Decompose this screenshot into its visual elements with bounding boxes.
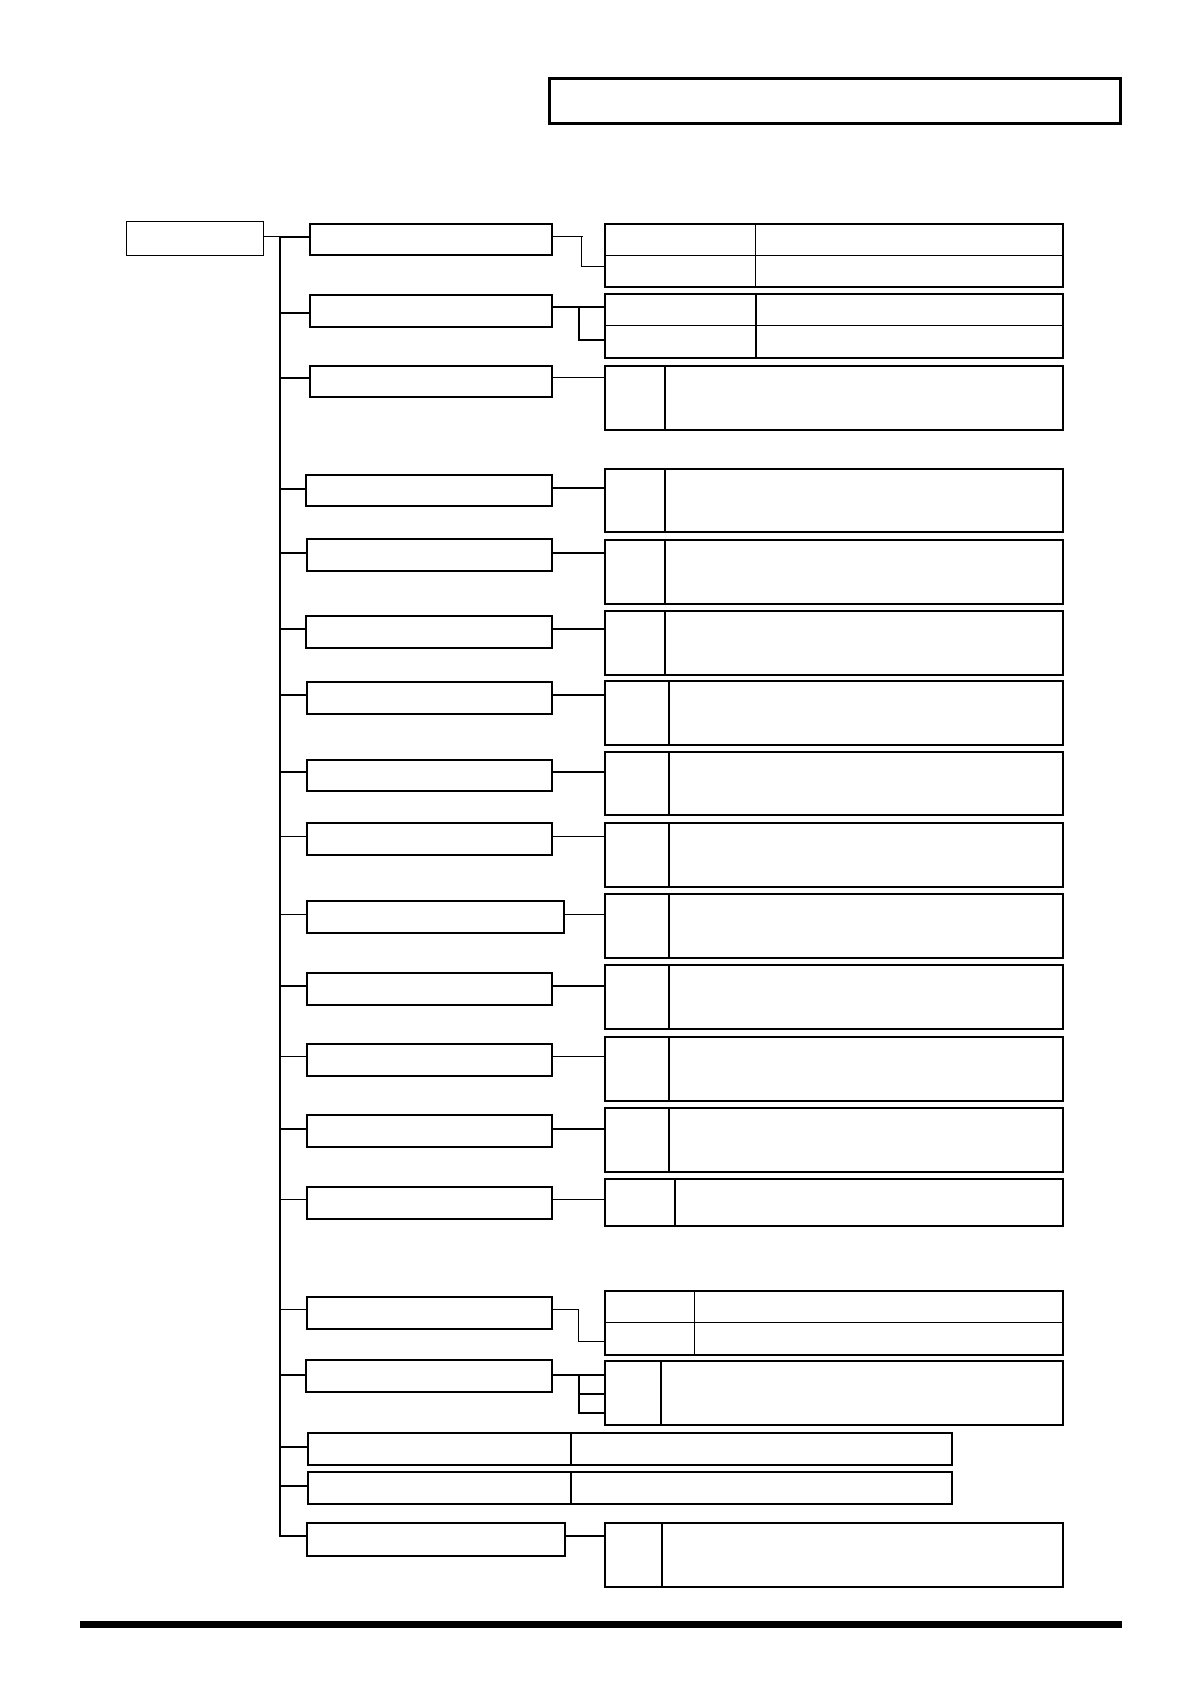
detail-divider xyxy=(664,470,666,531)
detail-divider xyxy=(674,1180,676,1225)
option-table xyxy=(604,1290,1064,1356)
table-divider xyxy=(755,295,757,357)
connector xyxy=(553,628,605,630)
root-node xyxy=(126,221,264,256)
branch-connector xyxy=(279,1485,308,1487)
connector xyxy=(553,236,583,237)
detail-box xyxy=(604,822,1064,888)
detail-divider xyxy=(664,612,666,674)
detail-box xyxy=(604,610,1064,676)
branch-connector xyxy=(279,1446,308,1448)
wide-row xyxy=(307,1471,953,1505)
detail-box xyxy=(604,365,1064,431)
branch-node xyxy=(306,1522,566,1557)
connector xyxy=(578,1309,579,1342)
branch-node xyxy=(305,1359,553,1393)
branch-node xyxy=(306,1043,553,1077)
connector xyxy=(553,1056,605,1057)
detail-divider xyxy=(668,895,670,957)
branch-connector xyxy=(279,488,305,490)
connector xyxy=(553,694,605,696)
option-table xyxy=(604,293,1064,359)
detail-divider xyxy=(668,966,670,1028)
branch-node xyxy=(306,759,553,792)
detail-box xyxy=(604,539,1064,605)
detail-divider xyxy=(668,1038,670,1100)
detail-box xyxy=(604,1178,1064,1227)
detail-divider xyxy=(661,1524,663,1586)
branch-connector xyxy=(279,377,309,379)
branch-node xyxy=(306,538,553,572)
detail-box xyxy=(604,893,1064,959)
connector xyxy=(553,487,605,489)
connector xyxy=(565,914,605,915)
row-divider xyxy=(570,1473,572,1503)
branch-connector xyxy=(279,1309,307,1310)
branch-connector xyxy=(279,628,305,630)
connector xyxy=(553,1199,605,1200)
branch-connector xyxy=(279,312,309,314)
branch-connector xyxy=(279,552,307,554)
connector xyxy=(566,1535,605,1537)
detail-box xyxy=(604,1360,1064,1426)
trunk-line xyxy=(279,236,281,1537)
detail-box xyxy=(604,1036,1064,1102)
detail-divider xyxy=(664,541,666,603)
branch-connector xyxy=(279,694,307,696)
row-divider xyxy=(570,1434,572,1464)
detail-divider xyxy=(668,824,670,886)
branch-node xyxy=(305,474,553,507)
branch-connector xyxy=(279,771,307,773)
branch-connector xyxy=(279,1199,307,1200)
detail-divider xyxy=(668,682,670,744)
branch-node xyxy=(309,223,553,256)
page-title-box xyxy=(548,77,1122,125)
connector xyxy=(578,306,580,341)
detail-box xyxy=(604,468,1064,533)
detail-box xyxy=(604,1107,1064,1173)
detail-divider xyxy=(668,1109,670,1171)
branch-node xyxy=(305,615,553,649)
detail-divider xyxy=(668,753,670,814)
branch-connector xyxy=(279,236,309,238)
connector xyxy=(578,1393,605,1395)
branch-node xyxy=(309,365,553,398)
connector xyxy=(553,985,605,987)
detail-divider xyxy=(660,1362,662,1424)
footer-rule xyxy=(80,1621,1122,1628)
connector xyxy=(553,377,605,378)
branch-node xyxy=(306,1296,553,1330)
branch-node xyxy=(306,972,553,1006)
detail-box xyxy=(604,1522,1064,1588)
detail-box xyxy=(604,751,1064,816)
branch-node xyxy=(306,1186,553,1220)
branch-connector xyxy=(279,985,307,987)
connector xyxy=(553,1128,605,1130)
connector xyxy=(581,266,605,267)
branch-node xyxy=(306,1114,553,1148)
branch-connector xyxy=(279,1374,307,1376)
wide-row xyxy=(307,1432,953,1466)
connector xyxy=(578,1412,605,1414)
connector xyxy=(578,339,605,341)
branch-node xyxy=(306,822,553,856)
table-divider xyxy=(694,1292,695,1354)
detail-divider xyxy=(664,367,666,429)
connector xyxy=(553,771,605,773)
branch-connector xyxy=(279,914,307,915)
branch-connector xyxy=(279,1128,307,1130)
branch-node xyxy=(306,900,565,934)
detail-box xyxy=(604,964,1064,1030)
connector xyxy=(553,1309,579,1310)
connector xyxy=(578,1341,605,1342)
table-rule xyxy=(606,255,1062,256)
branch-node xyxy=(306,681,553,715)
connector xyxy=(581,236,582,267)
detail-box xyxy=(604,680,1064,746)
branch-node xyxy=(309,294,553,328)
connector xyxy=(553,552,605,554)
branch-connector xyxy=(279,1535,307,1537)
branch-connector xyxy=(279,1056,307,1057)
connector xyxy=(553,836,605,837)
table-divider xyxy=(755,225,756,286)
branch-connector xyxy=(279,836,307,837)
table-rule xyxy=(606,1322,1062,1323)
table-rule xyxy=(606,325,1062,326)
